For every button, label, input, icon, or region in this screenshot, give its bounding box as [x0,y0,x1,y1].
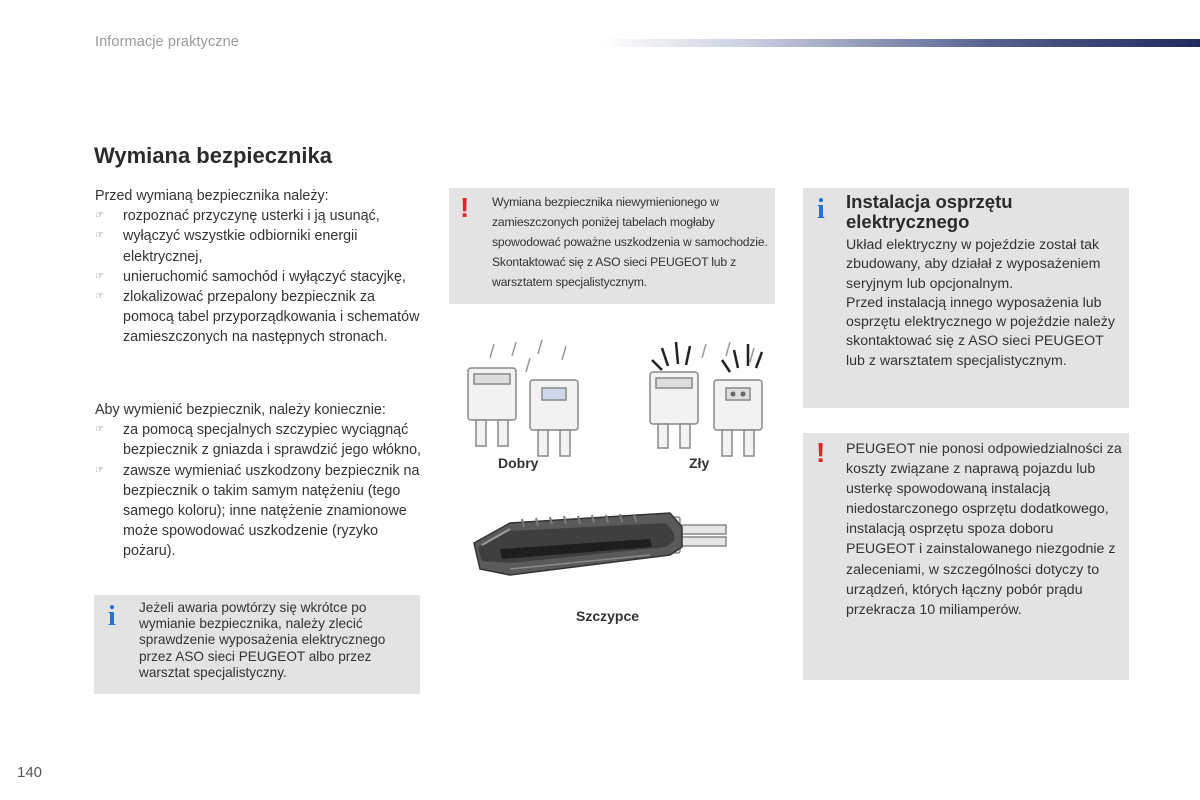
tweezers-label: Szczypce [576,608,640,624]
installation-info-box [803,188,1129,408]
info-icon: i [817,194,825,225]
installation-text [846,236,1126,371]
spark-marks [652,342,762,372]
info-note-text: Jeżeli awaria powtórzy się wkrótce po wymianie bezpiecznika, należy zlecić sprawdzenie wyposażenia elektrycznego przez ASO sieci PEUGEOT albo przez warsztat specjalistyczny. [139,600,386,680]
intro-section [95,186,425,348]
header-gradient-bar [600,39,1200,47]
info-note-box [94,595,420,694]
intro-steps-list [95,206,425,347]
liability-warning-box [803,433,1129,680]
list-item: ☞ za pomocą specjalnych szczypiec wyciągnąć bezpiecznik z gniazda i sprawdzić jego włókno, [95,422,422,459]
fuse-good-front [530,380,578,456]
warning-icon: ! [816,437,826,468]
pointing-hand-icon: ☞ [95,230,104,242]
installation-paragraph: Układ elektryczny w pojeździe został tak zbudowany, aby działał z wyposażeniem seryjnym lub opcjonalnym. [846,237,1101,292]
list-item: ☞ unieruchomić samochód i wyłączyć stacyjkę, [95,267,425,287]
fuse-bad-front [714,380,762,456]
fuse-bad-side [650,372,698,448]
pointing-hand-icon: ☞ [95,464,104,476]
replace-steps-list [95,420,425,561]
warning-note-text: Wymiana bezpiecznika niewymienionego w zamieszczonych poniżej tabelach mogłaby spowodować poważne uszkodzenia w samochodzie. Skontaktować się z ASO sieci PEUGEOT lub z warsztatem specjalistycznym. [492,195,768,289]
fuse-good-side [468,368,516,446]
fuse-tweezers-illustration [470,505,730,585]
list-item: ☞ zawsze wymieniać uszkodzony bezpiecznik na bezpiecznik o takim samym natężeniu (tego samego koloru); inne natężenie znamionowe może spowodować uszkodzenie (ryzyko pożaru). [95,462,420,560]
header-section-title: Informacje praktyczne [95,34,239,50]
info-icon: i [108,601,116,632]
fuse-bad-label: Zły [689,455,710,471]
pointing-hand-icon: ☞ [95,424,104,436]
warning-icon: ! [460,192,470,223]
list-item: ☞ zlokalizować przepalony bezpiecznik za pomocą tabel przyporządkowania i schematów zamieszczonych na następnych stronach. [95,289,420,346]
list-item: ☞ wyłączyć wszystkie odbiorniki energii elektrycznej, [95,228,358,265]
motion-lines [490,340,754,372]
installation-paragraph: Przed instalacją innego wyposażenia lub osprzętu elektrycznego w pojeździe należy skontaktować się z ASO sieci PEUGEOT lub z warsztatem specjalistycznym. [846,294,1115,369]
pointing-hand-icon: ☞ [95,270,104,282]
warning-note-box [449,188,775,304]
fuse-good-label: Dobry [498,455,539,471]
list-item: ☞ rozpoznać przyczynę usterki i ją usunąć, [95,206,425,226]
replace-section [95,400,425,562]
pointing-hand-icon: ☞ [95,210,104,222]
replace-lead: Aby wymienić bezpiecznik, należy koniecznie: [95,402,386,418]
page-title: Wymiana bezpiecznika [94,143,333,168]
pointing-hand-icon: ☞ [95,291,104,303]
intro-lead: Przed wymianą bezpiecznika należy: [95,188,329,204]
page-number: 140 [17,764,43,781]
fuse-illustration [450,330,780,460]
installation-heading: Instalacja osprzętu elektrycznego [846,191,1013,232]
liability-text: PEUGEOT nie ponosi odpowiedzialności za koszty związane z naprawą pojazdu lub usterkę spowodowaną instalacją niedostarczonego osprzętu dodatkowego, instalacją osprzętu spoza doboru PEUGEOT i zainstalowanego niezgodnie z zaleceniami, w szczególności dotyczy to urządzeń, których łączny pobór prądu przekracza 10 miliamperów. [846,441,1122,618]
